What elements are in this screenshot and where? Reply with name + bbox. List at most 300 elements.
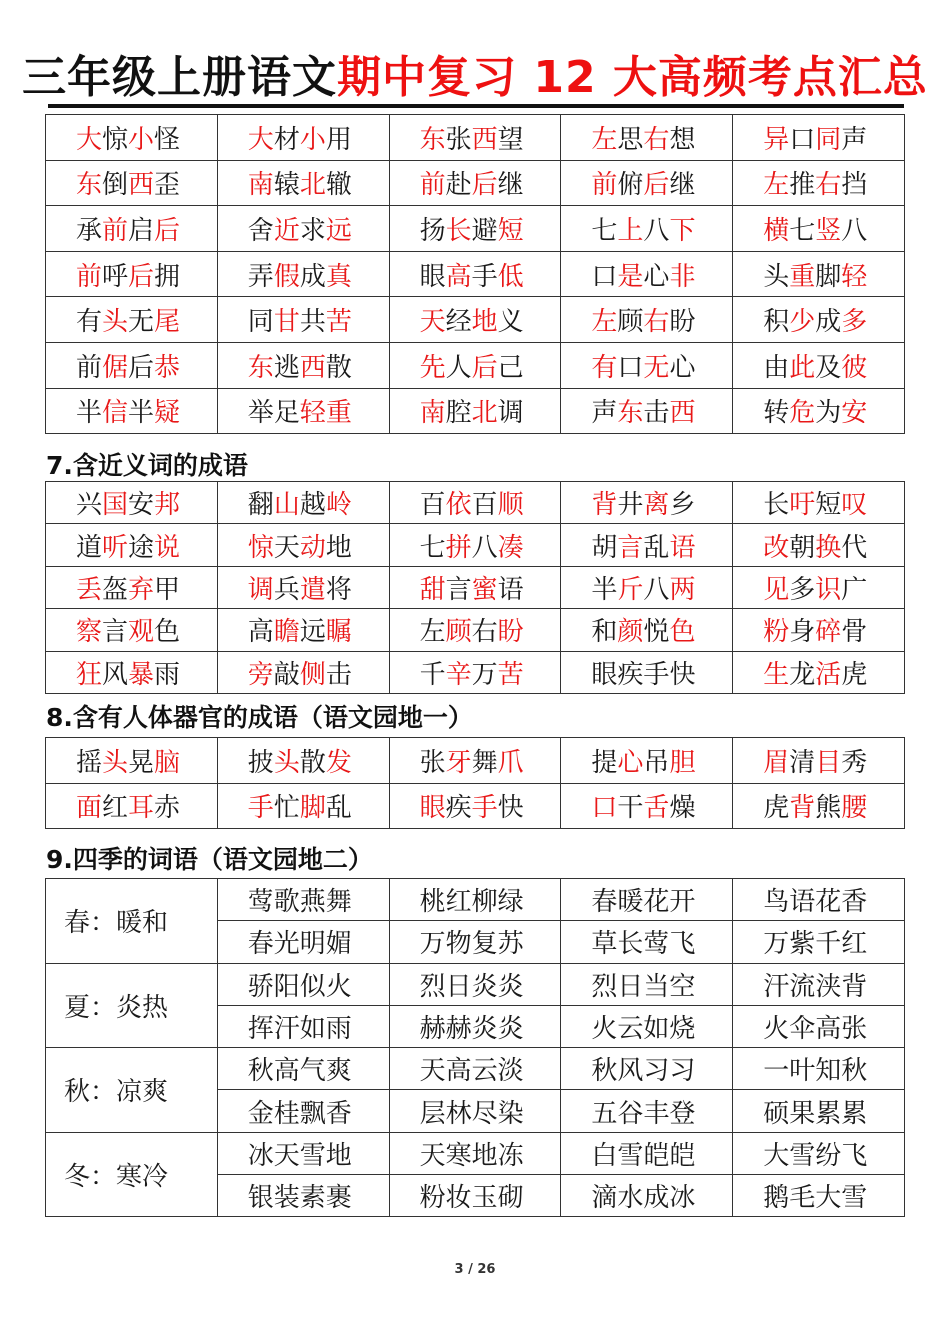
table-row <box>46 342 905 388</box>
char: 望 <box>497 124 524 155</box>
season-word-cell: 骄阳似火 <box>217 963 389 1005</box>
char: 和 <box>591 617 618 648</box>
highlight-char: 小 <box>128 124 155 155</box>
highlight-char: 高 <box>445 261 472 292</box>
highlight-char: 东 <box>247 352 274 383</box>
char: 心 <box>643 261 670 292</box>
char: 成 <box>299 261 326 292</box>
highlight-char: 侧 <box>299 659 326 690</box>
season-word-cell: 秋风习习 <box>561 1048 733 1090</box>
char: 击 <box>643 398 670 429</box>
char: 脚 <box>815 261 842 292</box>
season-word-cell: 春暖花开 <box>561 879 733 921</box>
season-row <box>46 879 905 921</box>
idiom-cell <box>389 566 561 608</box>
highlight-char: 识 <box>815 574 842 605</box>
idiom-cell <box>217 783 389 829</box>
season-word-cell: 金桂飘香 <box>217 1090 389 1132</box>
char: 倒 <box>102 170 129 201</box>
char: 色 <box>154 617 181 648</box>
highlight-char: 丢 <box>76 574 103 605</box>
char: 己 <box>497 352 524 383</box>
highlight-char: 头 <box>102 307 129 338</box>
highlight-char: 动 <box>299 532 326 563</box>
season-word-cell: 白雪皑皑 <box>561 1132 733 1174</box>
char: 快 <box>497 793 524 824</box>
season-word-cell: 五谷丰登 <box>561 1090 733 1132</box>
char: 求 <box>299 215 326 246</box>
char: 半 <box>76 398 103 429</box>
idiom-cell <box>389 482 561 524</box>
season-word-cell: 银装素裹 <box>217 1175 389 1217</box>
char: 井 <box>617 490 644 521</box>
highlight-char: 前 <box>591 170 618 201</box>
highlight-char: 生 <box>763 659 790 690</box>
highlight-char: 甜 <box>419 574 446 605</box>
char: 晃 <box>128 747 155 778</box>
char: 同 <box>247 307 274 338</box>
highlight-char: 安 <box>841 398 868 429</box>
char: 八 <box>643 574 670 605</box>
highlight-char: 颜 <box>617 617 644 648</box>
idiom-cell <box>561 160 733 206</box>
char: 前 <box>76 352 103 383</box>
char: 继 <box>669 170 696 201</box>
char: 材 <box>273 124 300 155</box>
antonym-idioms-table <box>45 114 905 434</box>
char: 拥 <box>154 261 181 292</box>
char: 乱 <box>643 532 670 563</box>
char: 兵 <box>273 574 300 605</box>
highlight-char: 脑 <box>154 747 181 778</box>
char: 半 <box>591 574 618 605</box>
season-row <box>46 1132 905 1174</box>
idiom-cell <box>561 566 733 608</box>
idiom-cell <box>217 342 389 388</box>
highlight-char: 疑 <box>154 398 181 429</box>
idiom-cell <box>733 388 905 434</box>
season-word-cell: 万物复苏 <box>389 921 561 963</box>
idiom-cell <box>733 297 905 343</box>
highlight-char: 东 <box>76 170 103 201</box>
char: 百 <box>419 490 446 521</box>
char: 辙 <box>325 170 352 201</box>
season-label: 秋：凉爽 <box>46 1048 218 1133</box>
char: 红 <box>102 793 129 824</box>
highlight-char: 手 <box>471 793 498 824</box>
char: 多 <box>789 574 816 605</box>
season-word-cell: 秋高气爽 <box>217 1048 389 1090</box>
char: 启 <box>128 215 155 246</box>
idiom-cell <box>389 651 561 693</box>
table-row <box>46 297 905 343</box>
idiom-cell <box>389 738 561 784</box>
season-word-cell: 粉妆玉砌 <box>389 1175 561 1217</box>
highlight-char: 心 <box>617 747 644 778</box>
char: 心 <box>669 352 696 383</box>
char: 龙 <box>789 659 816 690</box>
highlight-char: 言 <box>617 532 644 563</box>
highlight-char: 顾 <box>445 617 472 648</box>
char: 摇 <box>76 747 103 778</box>
char: 右 <box>471 617 498 648</box>
idiom-cell <box>561 297 733 343</box>
highlight-char: 东 <box>419 124 446 155</box>
highlight-char: 岭 <box>325 490 352 521</box>
season-word-cell: 硕果累累 <box>733 1090 905 1132</box>
highlight-char: 上 <box>617 215 644 246</box>
char: 骨 <box>841 617 868 648</box>
highlight-char: 有 <box>591 352 618 383</box>
idiom-cell <box>217 482 389 524</box>
highlight-char: 换 <box>815 532 842 563</box>
highlight-char: 国 <box>102 490 129 521</box>
highlight-char: 北 <box>299 170 326 201</box>
idiom-cell <box>733 524 905 566</box>
char: 呼 <box>102 261 129 292</box>
idiom-cell <box>733 566 905 608</box>
char: 张 <box>445 124 472 155</box>
highlight-char: 舌 <box>643 793 670 824</box>
highlight-char: 是 <box>617 261 644 292</box>
idiom-cell <box>733 783 905 829</box>
highlight-char: 此 <box>789 352 816 383</box>
season-word-cell: 层林尽染 <box>389 1090 561 1132</box>
highlight-char: 背 <box>789 793 816 824</box>
highlight-char: 多 <box>841 307 868 338</box>
idiom-cell <box>46 738 218 784</box>
season-word-cell: 火伞高张 <box>733 1005 905 1047</box>
char: 敲 <box>273 659 300 690</box>
char: 百 <box>471 490 498 521</box>
idiom-cell <box>217 206 389 252</box>
highlight-char: 地 <box>471 307 498 338</box>
char: 长 <box>763 490 790 521</box>
season-word-cell: 烈日当空 <box>561 963 733 1005</box>
highlight-char: 邦 <box>154 490 181 521</box>
highlight-char: 西 <box>128 170 155 201</box>
idiom-cell <box>46 115 218 161</box>
char: 地 <box>325 532 352 563</box>
char: 经 <box>445 307 472 338</box>
char: 无 <box>128 307 155 338</box>
char: 左 <box>419 617 446 648</box>
table-row <box>46 160 905 206</box>
char: 秀 <box>841 747 868 778</box>
highlight-char: 横 <box>763 215 790 246</box>
char: 口 <box>789 124 816 155</box>
highlight-char: 后 <box>471 352 498 383</box>
synonym-idioms-table <box>45 481 905 694</box>
char: 翻 <box>247 490 274 521</box>
season-word-cell: 烈日炎炎 <box>389 963 561 1005</box>
highlight-char: 非 <box>669 261 696 292</box>
char: 成 <box>815 307 842 338</box>
highlight-char: 叹 <box>841 490 868 521</box>
idiom-cell <box>561 115 733 161</box>
highlight-char: 依 <box>445 490 472 521</box>
highlight-char: 腰 <box>841 793 868 824</box>
highlight-char: 胆 <box>669 747 696 778</box>
season-word-cell: 天寒地冻 <box>389 1132 561 1174</box>
highlight-char: 小 <box>299 124 326 155</box>
char: 七 <box>591 215 618 246</box>
table-row <box>46 206 905 252</box>
highlight-char: 活 <box>815 659 842 690</box>
highlight-char: 狂 <box>76 659 103 690</box>
highlight-char: 目 <box>815 747 842 778</box>
highlight-char: 背 <box>591 490 618 521</box>
idiom-cell <box>217 566 389 608</box>
char: 有 <box>76 307 103 338</box>
char: 悦 <box>643 617 670 648</box>
char: 干 <box>617 793 644 824</box>
highlight-char: 发 <box>325 747 352 778</box>
highlight-char: 牙 <box>445 747 472 778</box>
highlight-char: 重 <box>325 398 352 429</box>
idiom-cell <box>561 651 733 693</box>
highlight-char: 无 <box>643 352 670 383</box>
highlight-char: 右 <box>643 124 670 155</box>
idiom-cell <box>733 609 905 651</box>
char: 用 <box>325 124 352 155</box>
highlight-char: 碎 <box>815 617 842 648</box>
table-row <box>46 566 905 608</box>
season-word-cell: 鹅毛大雪 <box>733 1175 905 1217</box>
season-row <box>46 963 905 1005</box>
idiom-cell <box>561 342 733 388</box>
idiom-cell <box>733 251 905 297</box>
highlight-char: 头 <box>102 747 129 778</box>
highlight-char: 南 <box>419 398 446 429</box>
char: 腔 <box>445 398 472 429</box>
char: 高 <box>247 617 274 648</box>
idiom-cell <box>733 651 905 693</box>
idiom-cell <box>389 206 561 252</box>
season-word-cell: 汗流浃背 <box>733 963 905 1005</box>
char: 广 <box>841 574 868 605</box>
idiom-cell <box>733 115 905 161</box>
idiom-cell <box>46 566 218 608</box>
highlight-char: 下 <box>669 215 696 246</box>
char: 转 <box>763 398 790 429</box>
char: 共 <box>299 307 326 338</box>
char: 声 <box>591 398 618 429</box>
season-word-cell: 草长莺飞 <box>561 921 733 963</box>
char: 怪 <box>154 124 181 155</box>
highlight-char: 弃 <box>128 574 155 605</box>
char: 避 <box>471 215 498 246</box>
idiom-cell <box>561 388 733 434</box>
char: 乱 <box>325 793 352 824</box>
highlight-char: 听 <box>102 532 129 563</box>
highlight-char: 彼 <box>841 352 868 383</box>
season-word-cell: 桃红柳绿 <box>389 879 561 921</box>
season-word-cell: 莺歌燕舞 <box>217 879 389 921</box>
char: 舍 <box>247 215 274 246</box>
char: 半 <box>128 398 155 429</box>
season-row <box>46 1048 905 1090</box>
body-organ-idioms-table <box>45 737 905 829</box>
table-row <box>46 524 905 566</box>
highlight-char: 前 <box>419 170 446 201</box>
season-label: 冬：寒冷 <box>46 1132 218 1217</box>
highlight-char: 眼 <box>419 793 446 824</box>
char: 举 <box>247 398 274 429</box>
char: 雨 <box>154 659 181 690</box>
char: 挡 <box>841 170 868 201</box>
char: 万 <box>471 659 498 690</box>
highlight-char: 语 <box>669 532 696 563</box>
page-title <box>0 48 950 108</box>
highlight-char: 北 <box>471 398 498 429</box>
highlight-char: 假 <box>273 261 300 292</box>
idiom-cell <box>561 738 733 784</box>
idiom-cell <box>217 609 389 651</box>
highlight-char: 离 <box>643 490 670 521</box>
season-word-cell: 鸟语花香 <box>733 879 905 921</box>
idiom-cell <box>389 297 561 343</box>
char: 头 <box>763 261 790 292</box>
highlight-char: 调 <box>247 574 274 605</box>
char: 歪 <box>154 170 181 201</box>
char: 舞 <box>471 747 498 778</box>
char: 千 <box>419 659 446 690</box>
char: 辕 <box>273 170 300 201</box>
highlight-char: 顺 <box>497 490 524 521</box>
char: 积 <box>763 307 790 338</box>
highlight-char: 说 <box>154 532 181 563</box>
section-9-title: 9.四季的词语（语文园地二） <box>46 845 373 874</box>
season-label: 夏：炎热 <box>46 963 218 1048</box>
char: 赴 <box>445 170 472 201</box>
highlight-char: 头 <box>273 747 300 778</box>
char: 思 <box>617 124 644 155</box>
idiom-cell <box>46 783 218 829</box>
char: 推 <box>789 170 816 201</box>
section-7-title: 7.含近义词的成语 <box>46 451 248 480</box>
highlight-char: 西 <box>669 398 696 429</box>
idiom-cell <box>217 251 389 297</box>
char: 盔 <box>102 574 129 605</box>
idiom-cell <box>389 609 561 651</box>
highlight-char: 同 <box>815 124 842 155</box>
highlight-char: 东 <box>617 398 644 429</box>
char: 七 <box>419 532 446 563</box>
highlight-char: 西 <box>471 124 498 155</box>
idiom-cell <box>217 388 389 434</box>
char: 胡 <box>591 532 618 563</box>
char: 赤 <box>154 793 181 824</box>
idiom-cell <box>389 524 561 566</box>
highlight-char: 远 <box>325 215 352 246</box>
idiom-cell <box>217 297 389 343</box>
highlight-char: 后 <box>154 215 181 246</box>
title-red-part: 期中复习 12 大高频考点汇总 <box>337 52 928 103</box>
highlight-char: 甘 <box>273 307 300 338</box>
highlight-char: 少 <box>789 307 816 338</box>
char: 快 <box>669 659 696 690</box>
char: 义 <box>497 307 524 338</box>
highlight-char: 两 <box>669 574 696 605</box>
char: 八 <box>643 215 670 246</box>
idiom-cell <box>561 524 733 566</box>
char: 手 <box>471 261 498 292</box>
char: 口 <box>591 261 618 292</box>
char: 身 <box>789 617 816 648</box>
season-word-cell: 冰天雪地 <box>217 1132 389 1174</box>
highlight-char: 瞻 <box>273 617 300 648</box>
season-word-cell: 万紫千红 <box>733 921 905 963</box>
char: 手 <box>643 659 670 690</box>
highlight-char: 近 <box>273 215 300 246</box>
char: 想 <box>669 124 696 155</box>
idiom-cell <box>389 160 561 206</box>
highlight-char: 前 <box>102 215 129 246</box>
idiom-cell <box>389 342 561 388</box>
highlight-char: 右 <box>643 307 670 338</box>
table-row <box>46 482 905 524</box>
highlight-char: 前 <box>76 261 103 292</box>
char: 朝 <box>789 532 816 563</box>
char: 眼 <box>591 659 618 690</box>
idiom-cell <box>389 388 561 434</box>
highlight-char: 山 <box>273 490 300 521</box>
char: 七 <box>789 215 816 246</box>
highlight-char: 尾 <box>154 307 181 338</box>
idiom-cell <box>217 115 389 161</box>
highlight-char: 低 <box>497 261 524 292</box>
highlight-char: 眉 <box>763 747 790 778</box>
char: 忙 <box>273 793 300 824</box>
highlight-char: 暴 <box>128 659 155 690</box>
season-word-cell: 火云如烧 <box>561 1005 733 1047</box>
idiom-cell <box>733 342 905 388</box>
char: 声 <box>841 124 868 155</box>
highlight-char: 西 <box>299 352 326 383</box>
highlight-char: 重 <box>789 261 816 292</box>
season-word-cell: 大雪纷飞 <box>733 1132 905 1174</box>
highlight-char: 见 <box>763 574 790 605</box>
highlight-char: 辛 <box>445 659 472 690</box>
highlight-char: 先 <box>419 352 446 383</box>
season-word-cell: 一叶知秋 <box>733 1048 905 1090</box>
char: 口 <box>617 352 644 383</box>
char: 风 <box>102 659 129 690</box>
highlight-char: 竖 <box>815 215 842 246</box>
char: 疾 <box>617 659 644 690</box>
char: 清 <box>789 747 816 778</box>
table-row <box>46 738 905 784</box>
highlight-char: 大 <box>76 124 103 155</box>
char: 安 <box>128 490 155 521</box>
section-8-title: 8.含有人体器官的成语（语文园地一） <box>46 703 473 732</box>
idiom-cell <box>561 251 733 297</box>
idiom-cell <box>46 388 218 434</box>
char: 代 <box>841 532 868 563</box>
idiom-cell <box>46 342 218 388</box>
table-row <box>46 783 905 829</box>
idiom-cell <box>733 206 905 252</box>
table-row <box>46 115 905 161</box>
highlight-char: 脚 <box>299 793 326 824</box>
char: 后 <box>128 352 155 383</box>
highlight-char: 左 <box>591 307 618 338</box>
highlight-char: 倨 <box>102 352 129 383</box>
char: 眼 <box>419 261 446 292</box>
char: 弄 <box>247 261 274 292</box>
char: 兴 <box>76 490 103 521</box>
